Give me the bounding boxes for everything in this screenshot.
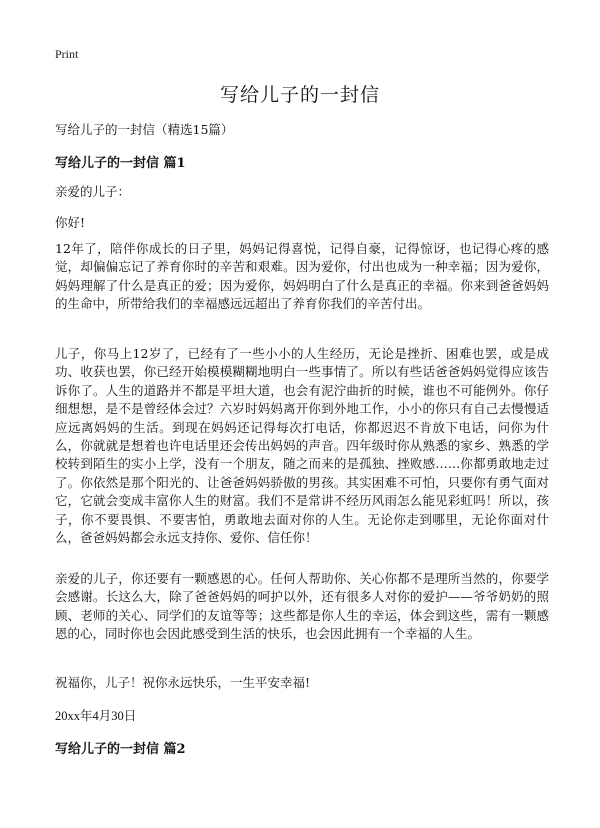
letter-1-paragraph-2: 儿子，你马上12岁了，已经有了一些小小的人生经历，无论是挫折、困难也罢，或是成功、收获也罢，你已经开始模模糊糊地明白一些事情了。所以有些话爸爸妈妈觉得应该告诉你了。人生的道路并不都是平坦大道，也会有泥泞曲折的时候，谁也不可能例外。你仔细想想，是不是曾经体会过？六岁时妈妈离开你到外地工作，小小的你只有自己去慢慢适应远离妈妈的生活。到现在妈妈还记得每次打电话，你都迟迟不肯放下电话，问你为什么，你就就是想着也许电话里还会传出妈妈的声音。四年级时你从熟悉的家乡、熟悉的学校转到陌生的实小上学，没有一个朋友，随之而来的是孤独、挫败感……你都勇敢地走过了。你依然是那个阳光的、让爸爸妈妈骄傲的男孩。其实困难不可怕，只要你有勇气面对它，它就会变成丰富你人生的财富。我们不是常讲不经历风雨怎么能见彩虹吗！所以，孩子，你不要畏惧、不要害怕，勇敢地去面对你的人生。无论你走到哪里，无论你面对什么，爸爸妈妈都会永远支持你、爱你、信任你！ [55, 346, 549, 546]
print-label[interactable]: Print [55, 47, 79, 61]
document-subtitle: 写给儿子的一封信（精选15篇） [55, 122, 234, 137]
letter-1-date: 20xx年4月30日 [55, 709, 137, 723]
document-title: 写给儿子的一封信 [219, 84, 380, 106]
letter-1-salutation: 亲爱的儿子： [55, 184, 131, 199]
letter-1-closing: 祝福你，儿子！祝你永远快乐，一生平安幸福! [55, 675, 311, 690]
letter-1-paragraph-3: 亲爱的儿子，你还要有一颗感恩的心。任何人帮助你、关心你都不是理所当然的，你要学会感谢。长这么大，除了爸爸妈妈的呵护以外，还有很多人对你的爱护——爷爷奶奶的照顾、老师的关心、同学们的友谊等等；这些都是你人生的幸运，体会到这些，需有一颗感恩的心，同时你也会因此感受到生活的快乐，也会因此拥有一个幸福的人生。 [55, 571, 549, 642]
letter-1-paragraph-1: 12年了，陪伴你成长的日子里，妈妈记得喜悦，记得自豪，记得惊讶，也记得心疼的感觉，却偏偏忘记了养育你时的辛苦和艰难。因为爱你，付出也成为一种幸福；因为爱你，妈妈理解了什么是真正的爱；因为爱你，妈妈明白了什么是真正的幸福。你来到爸爸妈妈的生命中，所带给我们的幸福感远远超出了养育你我们的辛苦付出。 [55, 241, 549, 312]
letter-2-heading: 写给儿子的一封信 篇2 [55, 742, 186, 757]
letter-1-heading: 写给儿子的一封信 篇1 [55, 156, 186, 171]
letter-1-greeting: 你好! [55, 215, 86, 230]
